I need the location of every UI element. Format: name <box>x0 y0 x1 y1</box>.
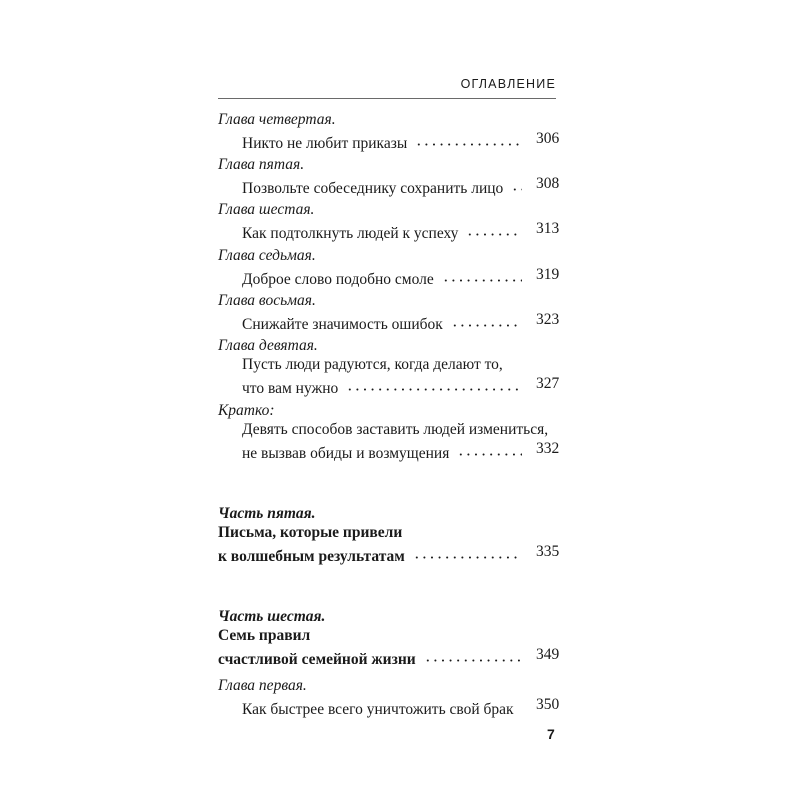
page-number: 335 <box>536 543 560 560</box>
page-number: 350 <box>536 696 560 713</box>
toc-entry <box>218 676 560 718</box>
toc-line <box>242 355 528 374</box>
chapter-title: Девять способов заставить людей измениться, <box>242 421 549 438</box>
dot-leader <box>451 310 522 329</box>
folio-page-number: 7 <box>547 726 555 742</box>
part-title-continued: к волшебным результатам <box>218 548 405 565</box>
part-entry <box>218 504 560 565</box>
part-title: Письма, которые привели <box>218 524 403 541</box>
dot-leader <box>457 439 522 458</box>
toc-line <box>242 265 528 288</box>
page-number: 306 <box>536 130 560 147</box>
toc-line <box>242 219 528 242</box>
toc-entry <box>218 401 560 462</box>
toc-line <box>218 523 528 542</box>
part-entry <box>218 607 560 668</box>
chapter-heading: Глава первая. <box>218 677 307 694</box>
toc-line <box>242 439 528 462</box>
chapter-heading: Кратко: <box>218 402 275 419</box>
toc-entry <box>218 291 560 333</box>
page-number: 319 <box>536 266 560 283</box>
page-number: 308 <box>536 175 560 192</box>
dot-leader <box>346 374 522 393</box>
dot-leader <box>415 129 522 148</box>
chapter-title: Снижайте значимость ошибок <box>242 316 443 333</box>
part-title-continued: счастливой семейной жизни <box>218 651 416 668</box>
chapter-title: Позвольте собеседнику сохранить лицо <box>242 180 504 197</box>
page-number: 313 <box>536 220 560 237</box>
page-number: 349 <box>536 646 560 663</box>
chapter-heading: Глава девятая. <box>218 337 318 354</box>
toc-line <box>242 420 549 439</box>
toc-line <box>242 374 528 397</box>
header-rule <box>218 98 556 99</box>
chapter-heading: Глава пятая. <box>218 156 305 173</box>
chapter-heading: Глава шестая. <box>218 201 315 218</box>
running-header <box>218 77 556 99</box>
dot-leader <box>424 645 522 664</box>
header-title: ОГЛАВЛЕНИЕ <box>460 77 556 91</box>
toc-line <box>242 174 528 197</box>
chapter-heading: Глава восьмая. <box>218 292 316 309</box>
part-title: Семь правил <box>218 627 311 644</box>
toc-line <box>218 626 528 645</box>
dot-leader <box>442 265 522 284</box>
part-heading: Часть пятая. <box>218 505 316 522</box>
toc-entry <box>218 246 560 288</box>
chapter-title: Пусть люди радуются, когда делают то, <box>242 356 503 373</box>
page-number: 332 <box>536 440 560 457</box>
toc-line <box>242 129 528 152</box>
page-number: 327 <box>536 375 560 392</box>
chapter-title: Как подтолкнуть людей к успеху <box>242 225 459 242</box>
chapter-title-continued: что вам нужно <box>242 380 339 397</box>
toc-line <box>242 695 528 718</box>
chapter-title: Доброе слово подобно смоле <box>242 271 434 288</box>
page-number: 323 <box>536 311 560 328</box>
toc-entry <box>218 110 560 152</box>
chapter-title-continued: не вызвав обиды и возмущения <box>242 445 450 462</box>
dot-leader <box>413 542 522 561</box>
chapter-title: Как быстрее всего уничтожить свой брак <box>242 701 514 718</box>
dot-leader <box>511 174 522 193</box>
toc-entry <box>218 336 560 397</box>
toc-line <box>218 542 528 565</box>
chapter-title: Никто не любит приказы <box>242 135 408 152</box>
chapter-heading: Глава четвертая. <box>218 111 336 128</box>
toc-entry <box>218 155 560 197</box>
dot-leader <box>466 219 522 238</box>
toc-line <box>242 310 528 333</box>
toc-line <box>218 645 528 668</box>
chapter-heading: Глава седьмая. <box>218 247 316 264</box>
toc-entry <box>218 200 560 242</box>
part-heading: Часть шестая. <box>218 608 326 625</box>
